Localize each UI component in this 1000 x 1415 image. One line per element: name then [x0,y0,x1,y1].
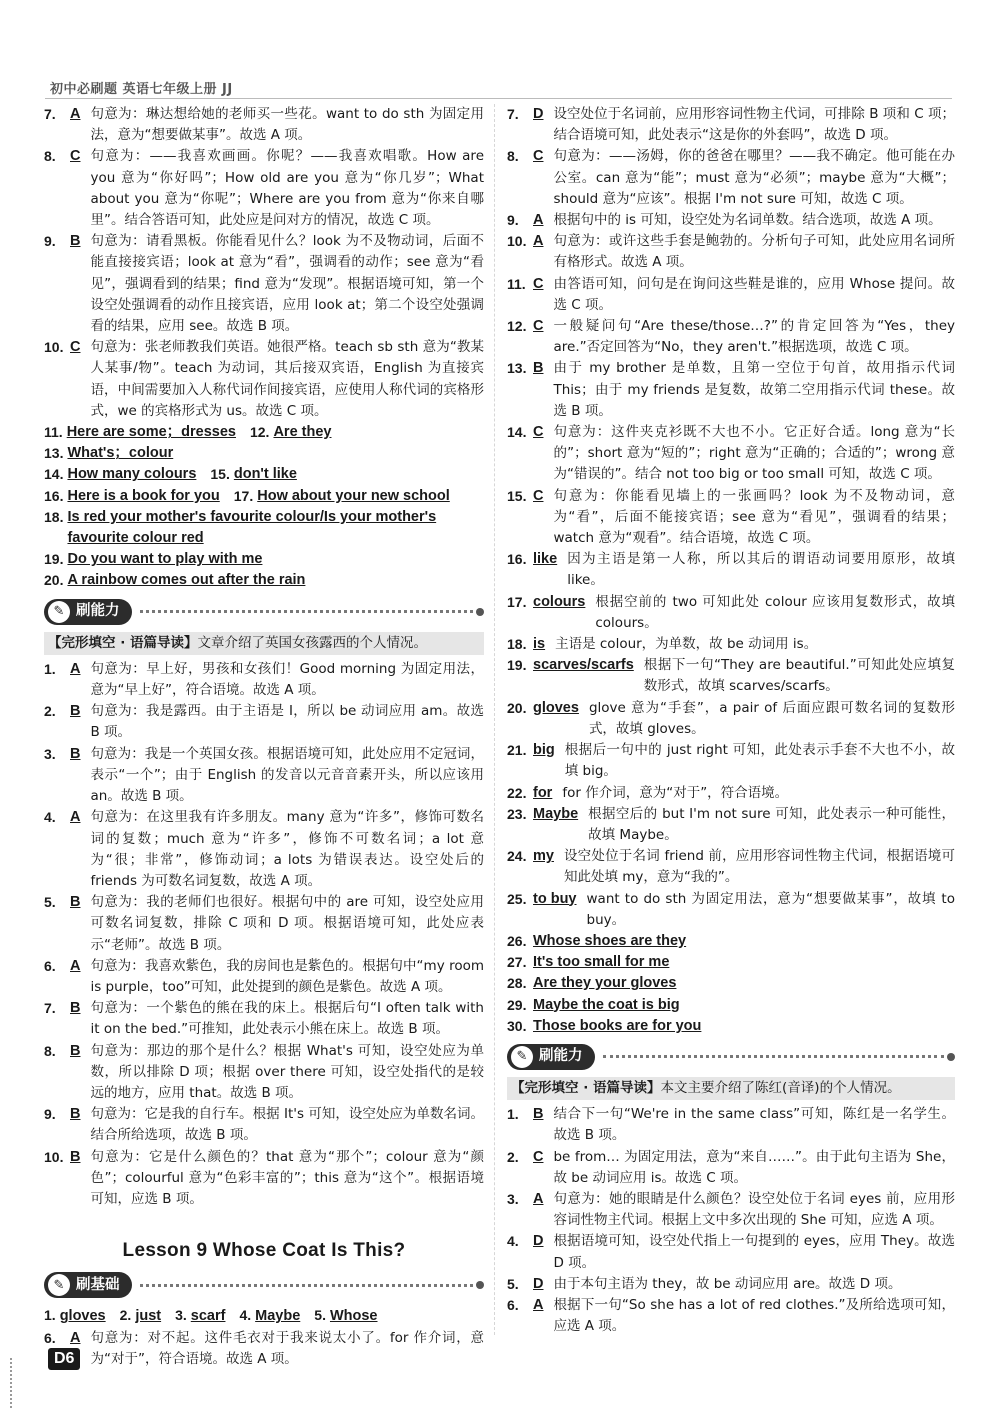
item-number: 17. [233,487,254,504]
item-answer: A [70,1329,81,1346]
answer-item [44,1147,484,1211]
item-answer: C [70,148,81,165]
answer-item [44,1104,484,1146]
item-number: 6. [44,1329,56,1346]
item-number: 5. [44,894,56,911]
answer-item [44,701,484,743]
item-answer: don't like [233,466,297,483]
item-answer: A [70,809,81,826]
item-explanation: 句意为：张老师教我们英语。她很严格。teach sb sth 意为“教某人某事/物”。teach 为动词，其后接双宾语，English 为直接宾语，中间需要加入人称代词作间接宾语，应使用人称代词的宾格形式，we 的宾格形式为 us。故选 C 项。 [90,339,484,419]
fill-item [507,1016,955,1037]
item-number: 13. [507,360,527,377]
item-explanation: 句意为：对不起。这件毛衣对于我来说太小了。for 作介词，意为“对于”，符合语境。故选 A 项。 [90,1329,484,1367]
item-number: 3. [44,745,56,762]
item-answer: gloves [533,699,579,716]
answer-item [44,998,484,1040]
fill-item [44,464,196,485]
answer-item [507,104,955,146]
fill-row [44,507,484,549]
sentence-answers [507,931,955,1037]
answer-item [44,146,484,231]
item-answer: gloves [59,1308,106,1325]
item-explanation: 句意为：它是我的自行车。根据 It's 可知，设空处应为单数名词。结合所给选项，故选 B 项。 [90,1106,484,1144]
item-answer: C [533,487,544,504]
item-explanation: 句意为：一个紫色的熊在我的床上。根据后句“I often talk with it on the bed.”可推知，此处表示小熊在床上。故选 B 项。 [90,1000,484,1038]
fill-item [44,549,262,570]
item-number: 9. [44,233,56,250]
answer-item [507,549,955,591]
item-explanation: 根据空前的 two 可知此处 colour 应该用复数形式，故填 colours。 [595,593,955,631]
page-header: 初中必刷题 英语七年级上册 JJ [50,82,233,97]
item-number: 15. [507,487,527,504]
answer-item [44,807,484,892]
item-number: 7. [507,106,519,122]
item-number: 1. [44,660,56,677]
item-answer: A [533,1190,544,1207]
item-number: 10. [507,233,527,250]
answer-item [507,231,955,273]
passage-intro [44,632,484,655]
item-answer: Is red your mother's favourite colour/Is your mother's favourite colour red [67,508,437,547]
right-column [507,104,955,1337]
item-answer: big [533,742,555,759]
cloze-answer-list [44,659,484,1210]
item-number: 25. [507,890,527,907]
dot-end [947,1053,955,1061]
item-answer: B [70,233,81,250]
section-title: 刷基础 [76,1276,120,1293]
column-divider [494,104,495,1335]
dotted-rule [140,610,474,613]
item-explanation: 句意为：在这里我有许多朋友。many 意为“许多”，修饰可数名词的复数；much 意为“许多”，修饰不可数名词；a lot 意为“很；非常”，修饰动词；a lots 为错误表达。设空处后的 friends 为可数名词复数，故选 A 项。 [90,809,484,889]
item-answer: just [135,1308,162,1325]
item-number: 16. [507,551,527,568]
intro-text: 本文主要介绍了陈红(音译)的个人情况。 [660,1079,901,1096]
answer-item [507,804,955,846]
item-number: 16. [44,487,64,504]
answer-item [507,274,955,316]
item-number: 10. [44,339,64,356]
item-number: 11. [44,424,63,441]
answer-item [44,1328,484,1370]
item-number: 29. [507,996,527,1013]
item-answer: A [533,212,544,229]
section-title: 刷能力 [76,603,120,620]
item-answer: colours [533,593,586,610]
item-answer: C [533,424,544,441]
dot-end [476,1281,484,1289]
item-explanation: 句意为：那边的那个是什么？根据 What's 可知，设空处应为单数，所以排除 D 项；根据 over there 可知，设空处指代的是较远的地方，应用 that。故选 B 项。 [90,1042,484,1101]
fill-item [234,486,450,507]
item-answer: Do you want to play with me [67,551,263,568]
item-answer: for [533,784,553,801]
left-column [44,104,484,1370]
item-explanation: 由答语可知，问句是在询问这些鞋是谁的，应用 Whose 提问。故选 C 项。 [553,275,955,313]
fill-item [314,1305,377,1327]
item-explanation: 一般疑问句“Are these/those…?”的肯定回答为“Yes，they are.”否定回答为“No，they aren't.”根据选项，故选 C 项。 [553,318,955,356]
answer-item [44,104,484,146]
item-answer: A [70,106,81,122]
item-explanation: 句意为：我是露西。由于主语是 I，所以 be 动词应用 am。故选 B 项。 [90,703,484,741]
fill-row [44,464,484,485]
item-number: 7. [44,106,56,122]
answer-item [44,956,484,998]
item-explanation: 句意为：琳达想给她的老师买一些花。want to do sth 为固定用法，意为“想要做某事”。故选 A 项。 [90,106,484,144]
item-answer: C [533,318,544,335]
fill-item [507,931,955,952]
item-answer: A [70,957,81,974]
answer-item [507,422,955,486]
item-answer: A [70,660,81,677]
item-answer: C [533,275,544,292]
item-answer: How about your new school [257,487,450,504]
cloze-answer-list [507,1104,955,1337]
item-number: 18. [507,636,527,653]
item-number: 14. [507,424,527,441]
item-number: 2. [507,1148,519,1165]
item-number: 5. [507,1275,519,1292]
answer-item [507,1274,955,1295]
item-answer: A [533,1296,544,1313]
item-answer: is [533,636,546,653]
basics-answers [44,1305,484,1327]
item-answer: Are they your gloves [533,975,677,992]
pen-icon: ✎ [48,1274,70,1296]
section-title: 刷能力 [539,1048,583,1065]
item-answer: C [533,148,544,165]
item-explanation: 因为主语是第一人称，所以其后的谓语动词要用原形，故填 like。 [567,551,955,589]
item-number: 28. [507,975,527,992]
item-number: 8. [44,1042,56,1059]
item-number: 9. [507,212,519,229]
item-answer: B [533,1106,544,1123]
section-badge [507,1044,595,1070]
fill-answer-list [507,549,955,931]
item-number: 1. [44,1307,56,1324]
fill-item [44,1305,106,1327]
item-explanation: 句意为：这件夹克衫既不大也不小。它正好合适。long 意为“长的”；short 意为“短的”；right 意为“正确的；合适的”；wrong 意为“错误的”。结合 not too big or too small 可知，故选 C 项。 [553,424,955,483]
fill-row [44,570,484,591]
item-number: 6. [44,957,56,974]
answer-item [507,783,955,804]
fill-item [507,973,955,994]
item-explanation: 句意为：——汤姆，你的爸爸在哪里？——我不确定。他可能在办公室。can 意为“能”；must 意为“必须”；maybe 意为“大概”；should 意为“应该”。根据 I'm not sure 可知，故选 C 项。 [553,148,955,207]
item-number: 20. [44,572,64,589]
answer-item [507,1147,955,1189]
fill-item [44,443,173,464]
item-answer: Maybe [255,1308,301,1325]
item-explanation: 设空处位于名词 friend 前，应用形容词性物主代词，根据语境可知此处填 my，意为“我的”。 [563,848,955,886]
item-number: 14. [44,466,64,483]
item-explanation: 句意为：它是什么颜色的？that 意为“那个”；colour 意为“颜色”；colourful 意为“色彩丰富的”；this 意为“这个”。根据语境可知，应选 B 项。 [90,1148,484,1207]
dotted-rule [603,1055,945,1058]
item-number: 8. [507,148,519,165]
item-explanation: 根据句中的 is 可知，设空处为名词单数。结合选项，故选 A 项。 [553,212,942,229]
answer-list [44,1328,484,1370]
item-answer: B [70,1148,81,1165]
item-answer: Maybe the coat is big [533,996,680,1013]
item-explanation: want to do sth 为固定用法，意为“想要做某事”，故填 to buy。 [586,890,955,928]
item-explanation: 根据语境可知，设空处代指上一句提到的 eyes，应用 They。故选 D 项。 [553,1233,955,1271]
lesson-title: Lesson 9 Whose Coat Is This? [122,1240,406,1262]
item-explanation: 句意为：你能看见墙上的一张画吗？look 为不及物动词，意为“看”，后面不能接宾语；see 意为“看见”，强调看的结果；watch 意为“观看”。结合语境，故选 C 项。 [553,487,955,547]
item-number: 22. [507,784,527,801]
fill-item [507,952,955,973]
item-number: 19. [507,657,527,674]
item-number: 8. [44,148,56,165]
item-explanation: 句意为：她的眼睛是什么颜色？设空处位于名词 eyes 前，应用形容词性物主代词。根据上文中多次出现的 She 可知，应选 A 项。 [553,1190,955,1229]
fill-row [44,549,484,570]
item-number: 24. [507,848,527,865]
item-explanation: 句意为：我喜欢紫色，我的房间也是紫色的。根据句中“my room is purple，too”可知，此处提到的颜色是紫色。故选 A 项。 [90,957,484,995]
intro-text: 文章介绍了英国女孩露西的个人情况。 [197,634,428,651]
item-number: 9. [44,1106,56,1123]
item-explanation: 句意为：早上好，男孩和女孩们！Good morning 为固定用法，意为“早上好”，符合语境。故选 A 项。 [90,660,484,699]
item-answer: B [533,360,544,377]
section-header-basics [44,1271,484,1299]
answer-item [507,210,955,231]
answer-item [507,486,955,550]
answer-item [507,1104,955,1146]
item-number: 19. [44,551,64,568]
answer-list [44,104,484,422]
answer-item [507,889,955,931]
item-number: 30. [507,1017,527,1034]
section-badge [44,1272,132,1298]
answer-item [44,231,484,337]
fill-in-answers [44,422,484,592]
item-explanation: for 作介词，意为“对于”，符合语境。 [562,784,789,801]
item-number: 2. [119,1307,132,1324]
answer-item [507,146,955,210]
item-number: 7. [44,1000,56,1017]
section-header-ability [44,598,484,626]
item-answer: B [70,703,81,720]
item-number: 17. [507,593,527,610]
answer-item [44,892,484,956]
answer-item [507,634,955,655]
item-answer: D [533,106,544,122]
item-answer: Those books are for you [533,1017,702,1034]
item-number: 6. [507,1296,519,1313]
answer-item [507,846,955,888]
item-answer: What's；colour [67,445,174,462]
item-explanation: 句意为：或许这些手套是鲍勃的。分析句子可知，此处应用名词所有格形式。故选 A 项。 [553,233,955,271]
item-explanation: 根据后一句中的 just right 可知，此处表示手套不大也不小，故填 big。 [564,742,955,780]
item-explanation: glove 意为“手套”，a pair of 后面应跟可数名词的复数形式，故填 gloves。 [588,699,955,737]
item-number: 2. [44,703,56,720]
answer-item [507,316,955,358]
item-number: 12. [249,424,270,441]
item-number: 5. [314,1307,326,1324]
item-answer: B [70,894,81,911]
item-number: 12. [507,318,527,335]
item-answer: scarf [190,1308,226,1325]
item-answer: scarves/scarfs [533,657,634,674]
answer-item [507,655,955,697]
answer-item [44,659,484,701]
item-explanation: 由于本句主语为 they，故 be 动词应用 are。故选 D 项。 [553,1275,902,1292]
item-number: 27. [507,954,527,971]
item-explanation: 主语是 colour，为单数，故 be 动词用 is。 [555,636,818,653]
item-answer: A rainbow comes out after the rain [67,572,306,589]
passage-intro [507,1077,955,1100]
item-answer: D [533,1275,544,1292]
pen-icon: ✎ [511,1046,533,1068]
fill-item [44,570,305,591]
item-answer: B [70,1106,81,1123]
answer-item [507,592,955,634]
item-explanation: 句意为：请看黑板。你能看见什么？look 为不及物动词，后面不能直接接宾语；look at 意为“看”，强调看的动作；see 意为“看见”，强调看到的结果；find 意为“发现”。根据语境可知，第一个设空处强调看的动作且接宾语，应用 look at；第二个设空处强调看的结果，应用 see。故选 B 项。 [90,233,484,335]
item-number: 3. [507,1190,519,1207]
item-answer: Maybe [533,805,579,822]
item-explanation: 结合下一句“We're in the same class”可知，陈红是一名学生。故选 B 项。 [553,1106,955,1144]
fill-item [507,995,955,1016]
item-number: 21. [507,742,527,759]
item-explanation: 根据下一句“They are beautiful.”可知此处应填复数形式，故填 scarves/scarfs。 [643,657,955,695]
answer-item [44,1041,484,1105]
answer-item [507,1295,955,1337]
item-answer: Whose [329,1308,378,1325]
fill-item [250,422,332,443]
answer-item [507,358,955,422]
fill-row [44,422,484,464]
item-answer: like [533,551,558,568]
fill-item [120,1305,161,1327]
fill-item [44,422,236,443]
page-number: D6 [48,1348,80,1370]
item-number: 4. [44,809,56,826]
dotted-rule [140,1284,474,1287]
header-rule [45,98,952,99]
fill-item [44,486,220,507]
section-header-ability [507,1043,955,1071]
item-answer: B [70,1042,81,1059]
item-explanation: be from… 为固定用法，意为“来自……”。由于此句主语为 She，故 be 动词应用 is。故选 C 项。 [553,1148,955,1186]
item-number: 26. [507,932,527,949]
item-answer: Here is a book for you [67,487,220,504]
item-number: 1. [507,1106,519,1123]
answer-item [507,698,955,740]
fill-item [175,1305,225,1327]
item-explanation: 由于 my brother 是单数，且第一空位于句首，故用指示代词 This；由于 my friends 是复数，故第二空用指示代词 these。故选 B 项。 [553,360,955,419]
item-answer: A [533,233,544,250]
item-answer: D [533,1233,544,1250]
answer-list [507,104,955,549]
dot-end [476,608,484,616]
answer-item [44,337,484,422]
pen-icon: ✎ [48,601,70,623]
footer-corner-dots [10,1358,12,1408]
fill-item [239,1305,300,1327]
item-number: 20. [507,699,527,716]
item-number: 18. [44,508,64,525]
item-number: 3. [175,1307,187,1324]
item-number: 4. [239,1307,252,1324]
item-answer: How many colours [67,466,197,483]
item-number: 23. [507,805,527,822]
intro-tag: 【完形填空 · 语篇导读】 [511,1079,661,1096]
item-explanation: 根据空后的 but I'm not sure 可知，此处表示一种可能性，故填 Maybe。 [588,805,955,843]
item-explanation: 设空处位于名词前，应用形容词性物主代词，可排除 B 项和 C 项；结合语境可知，此处表示“这是你的外套吗”，故选 D 项。 [553,106,955,144]
item-answer: Here are some；dresses [66,424,236,441]
item-number: 10. [44,1148,64,1165]
item-answer: C [533,1148,544,1165]
answer-item [507,1189,955,1231]
item-explanation: 根据下一句“So she has a lot of red clothes.”及所给选项可知，应选 A 项。 [553,1296,955,1335]
item-number: 13. [44,445,64,462]
fill-row [44,486,484,507]
answer-item [44,744,484,808]
section-badge [44,599,132,625]
fill-item [210,464,297,485]
item-explanation: 句意为：我的老师们也很好。根据句中的 are 可知，设空处应用可数名词复数，排除 C 项和 D 项。根据语境可知，此处应表示“老师”。故选 B 项。 [90,894,484,953]
item-answer: C [70,339,81,356]
item-answer: B [70,745,81,762]
item-answer: to buy [533,890,577,907]
item-number: 11. [507,275,526,292]
item-answer: my [533,848,554,865]
item-number: 15. [210,466,230,483]
intro-tag: 【完形填空 · 语篇导读】 [48,634,198,651]
item-answer: It's too small for me [533,954,670,971]
answer-item [507,1231,955,1273]
answer-item [507,740,955,782]
item-answer: B [70,1000,81,1017]
item-explanation: 句意为：我是一个英国女孩。根据语境可知，此处应用不定冠词，表示“一个”；由于 English 的发音以元音音素开头，所以应该用 an。故选 B 项。 [90,745,484,805]
item-answer: Are they [273,424,332,441]
item-explanation: 句意为：——我喜欢画画。你呢？——我喜欢唱歌。How are you 意为“你好吗”；How old are you 意为“你几岁”；What about you 意为“你呢”；Where are you from 意为“你来自哪里”。结合答语可知，此处应是问对方的情况，故选 C 项。 [90,148,484,229]
fill-item [44,507,470,549]
item-answer: Whose shoes are they [533,932,687,949]
item-number: 4. [507,1233,519,1250]
